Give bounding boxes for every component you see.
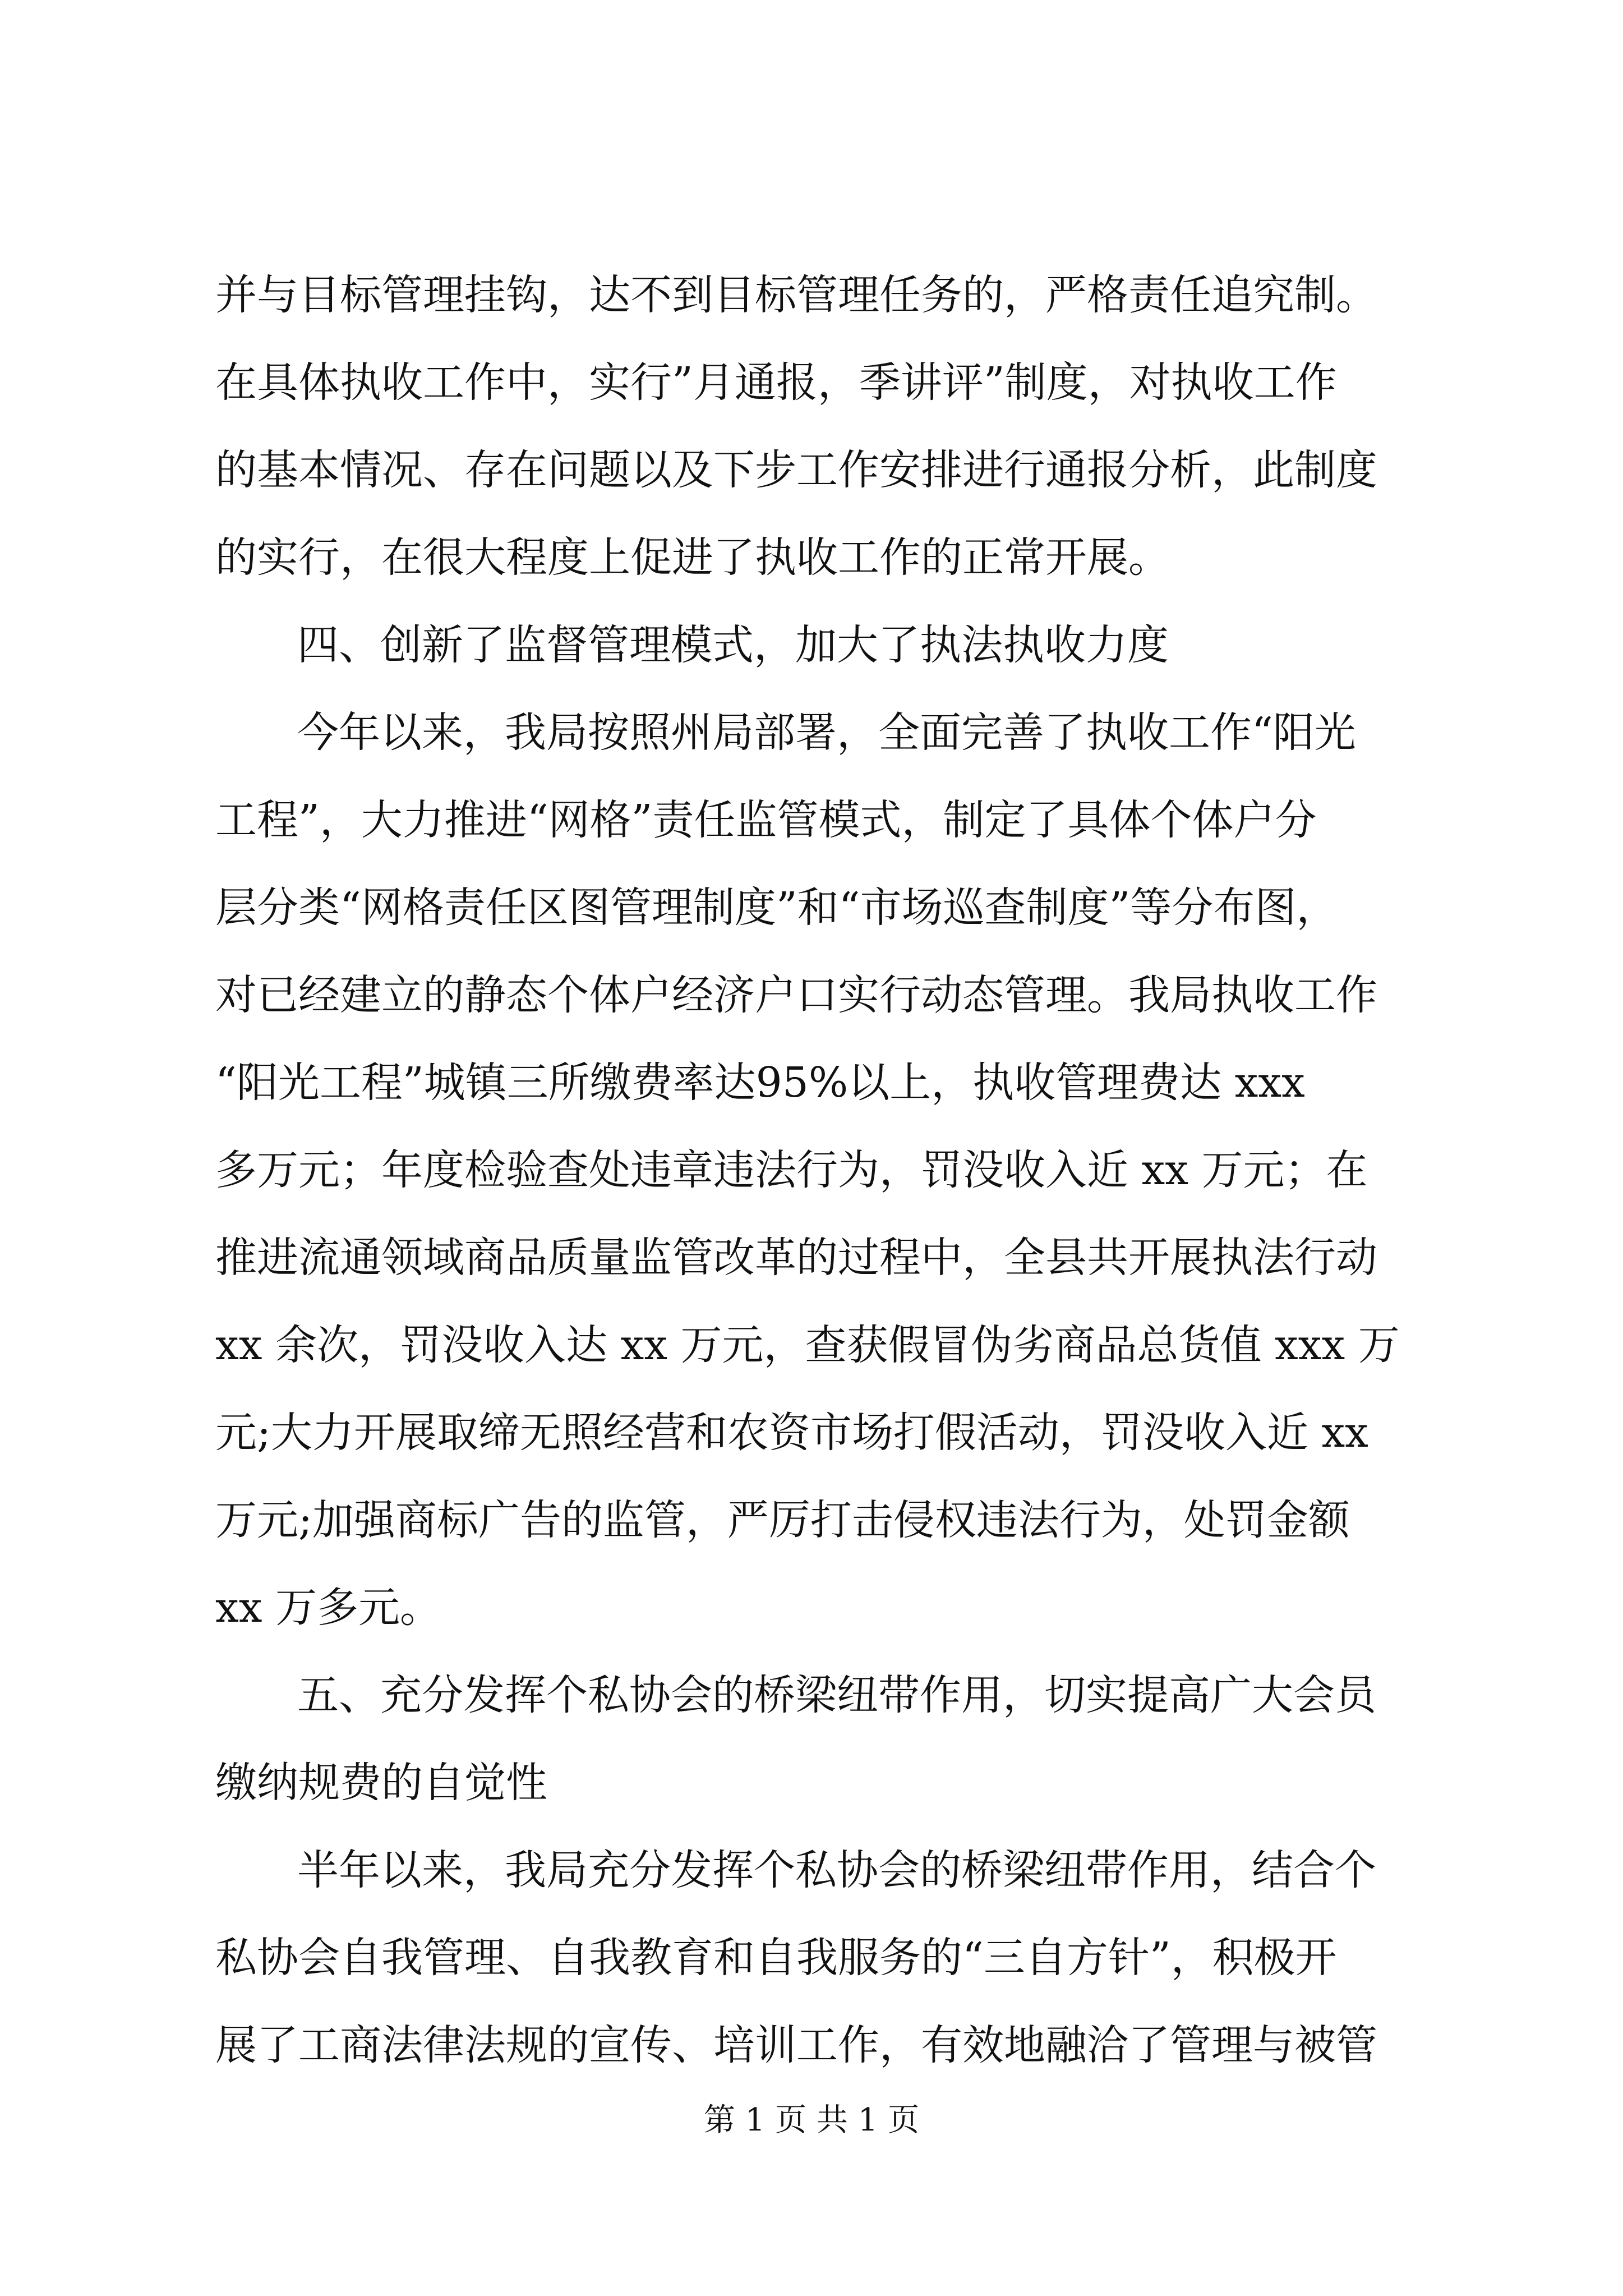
body-line: 工程”，大力推进“网格”责任监管模式，制定了具体个体户分	[215, 796, 1317, 844]
body-line: 半年以来，我局充分发挥个私协会的桥梁纽带作用，结合个	[297, 1846, 1376, 1894]
body-line: 层分类“网格责任区图管理制度”和“市场巡查制度”等分布图，	[215, 884, 1338, 932]
body-line: 的实行，在很大程度上促进了执收工作的正常开展。	[215, 533, 1170, 582]
body-line: 私协会自我管理、自我教育和自我服务的“三自方针”，积极开	[215, 1934, 1337, 1982]
section-heading-continuation: 缴纳规费的自觉性	[215, 1759, 547, 1807]
body-line: 对已经建立的静态个体户经济户口实行动态管理。我局执收工作	[215, 971, 1377, 1019]
body-line: xx 万多元。	[215, 1584, 441, 1632]
body-line: 展了工商法律法规的宣传、培训工作，有效地融洽了管理与被管	[215, 2021, 1377, 2069]
body-line: xx 余次，罚没收入达 xx 万元，查获假冒伪劣商品总货值 xxx 万	[215, 1321, 1400, 1369]
body-line: 元;大力开展取缔无照经营和农资市场打假活动，罚没收入近 xx	[215, 1409, 1368, 1457]
body-line: 并与目标管理挂钩，达不到目标管理任务的，严格责任追究制。	[215, 271, 1377, 319]
body-line: “阳光工程”城镇三所缴费率达95%以上，执收管理费达 xxx	[215, 1059, 1305, 1107]
body-line: 多万元；年度检验查处违章违法行为，罚没收入近 xx 万元；在	[215, 1146, 1368, 1194]
section-heading: 五、充分发挥个私协会的桥梁纽带作用，切实提高广大会员	[297, 1671, 1376, 1719]
body-line: 今年以来，我局按照州局部署，全面完善了执收工作“阳光	[297, 708, 1356, 757]
body-line: 万元;加强商标广告的监管，严厉打击侵权违法行为，处罚金额	[215, 1496, 1350, 1544]
section-heading: 四、创新了监督管理模式，加大了执法执收力度	[297, 621, 1169, 669]
body-line: 的基本情况、存在问题以及下步工作安排进行通报分析，此制度	[215, 446, 1377, 494]
page-footer: 第 1 页 共 1 页	[703, 2102, 920, 2138]
body-line: 推进流通领域商品质量监管改革的过程中，全县共开展执法行动	[215, 1234, 1377, 1282]
body-line: 在具体执收工作中，实行”月通报，季讲评”制度，对执收工作	[215, 358, 1337, 407]
